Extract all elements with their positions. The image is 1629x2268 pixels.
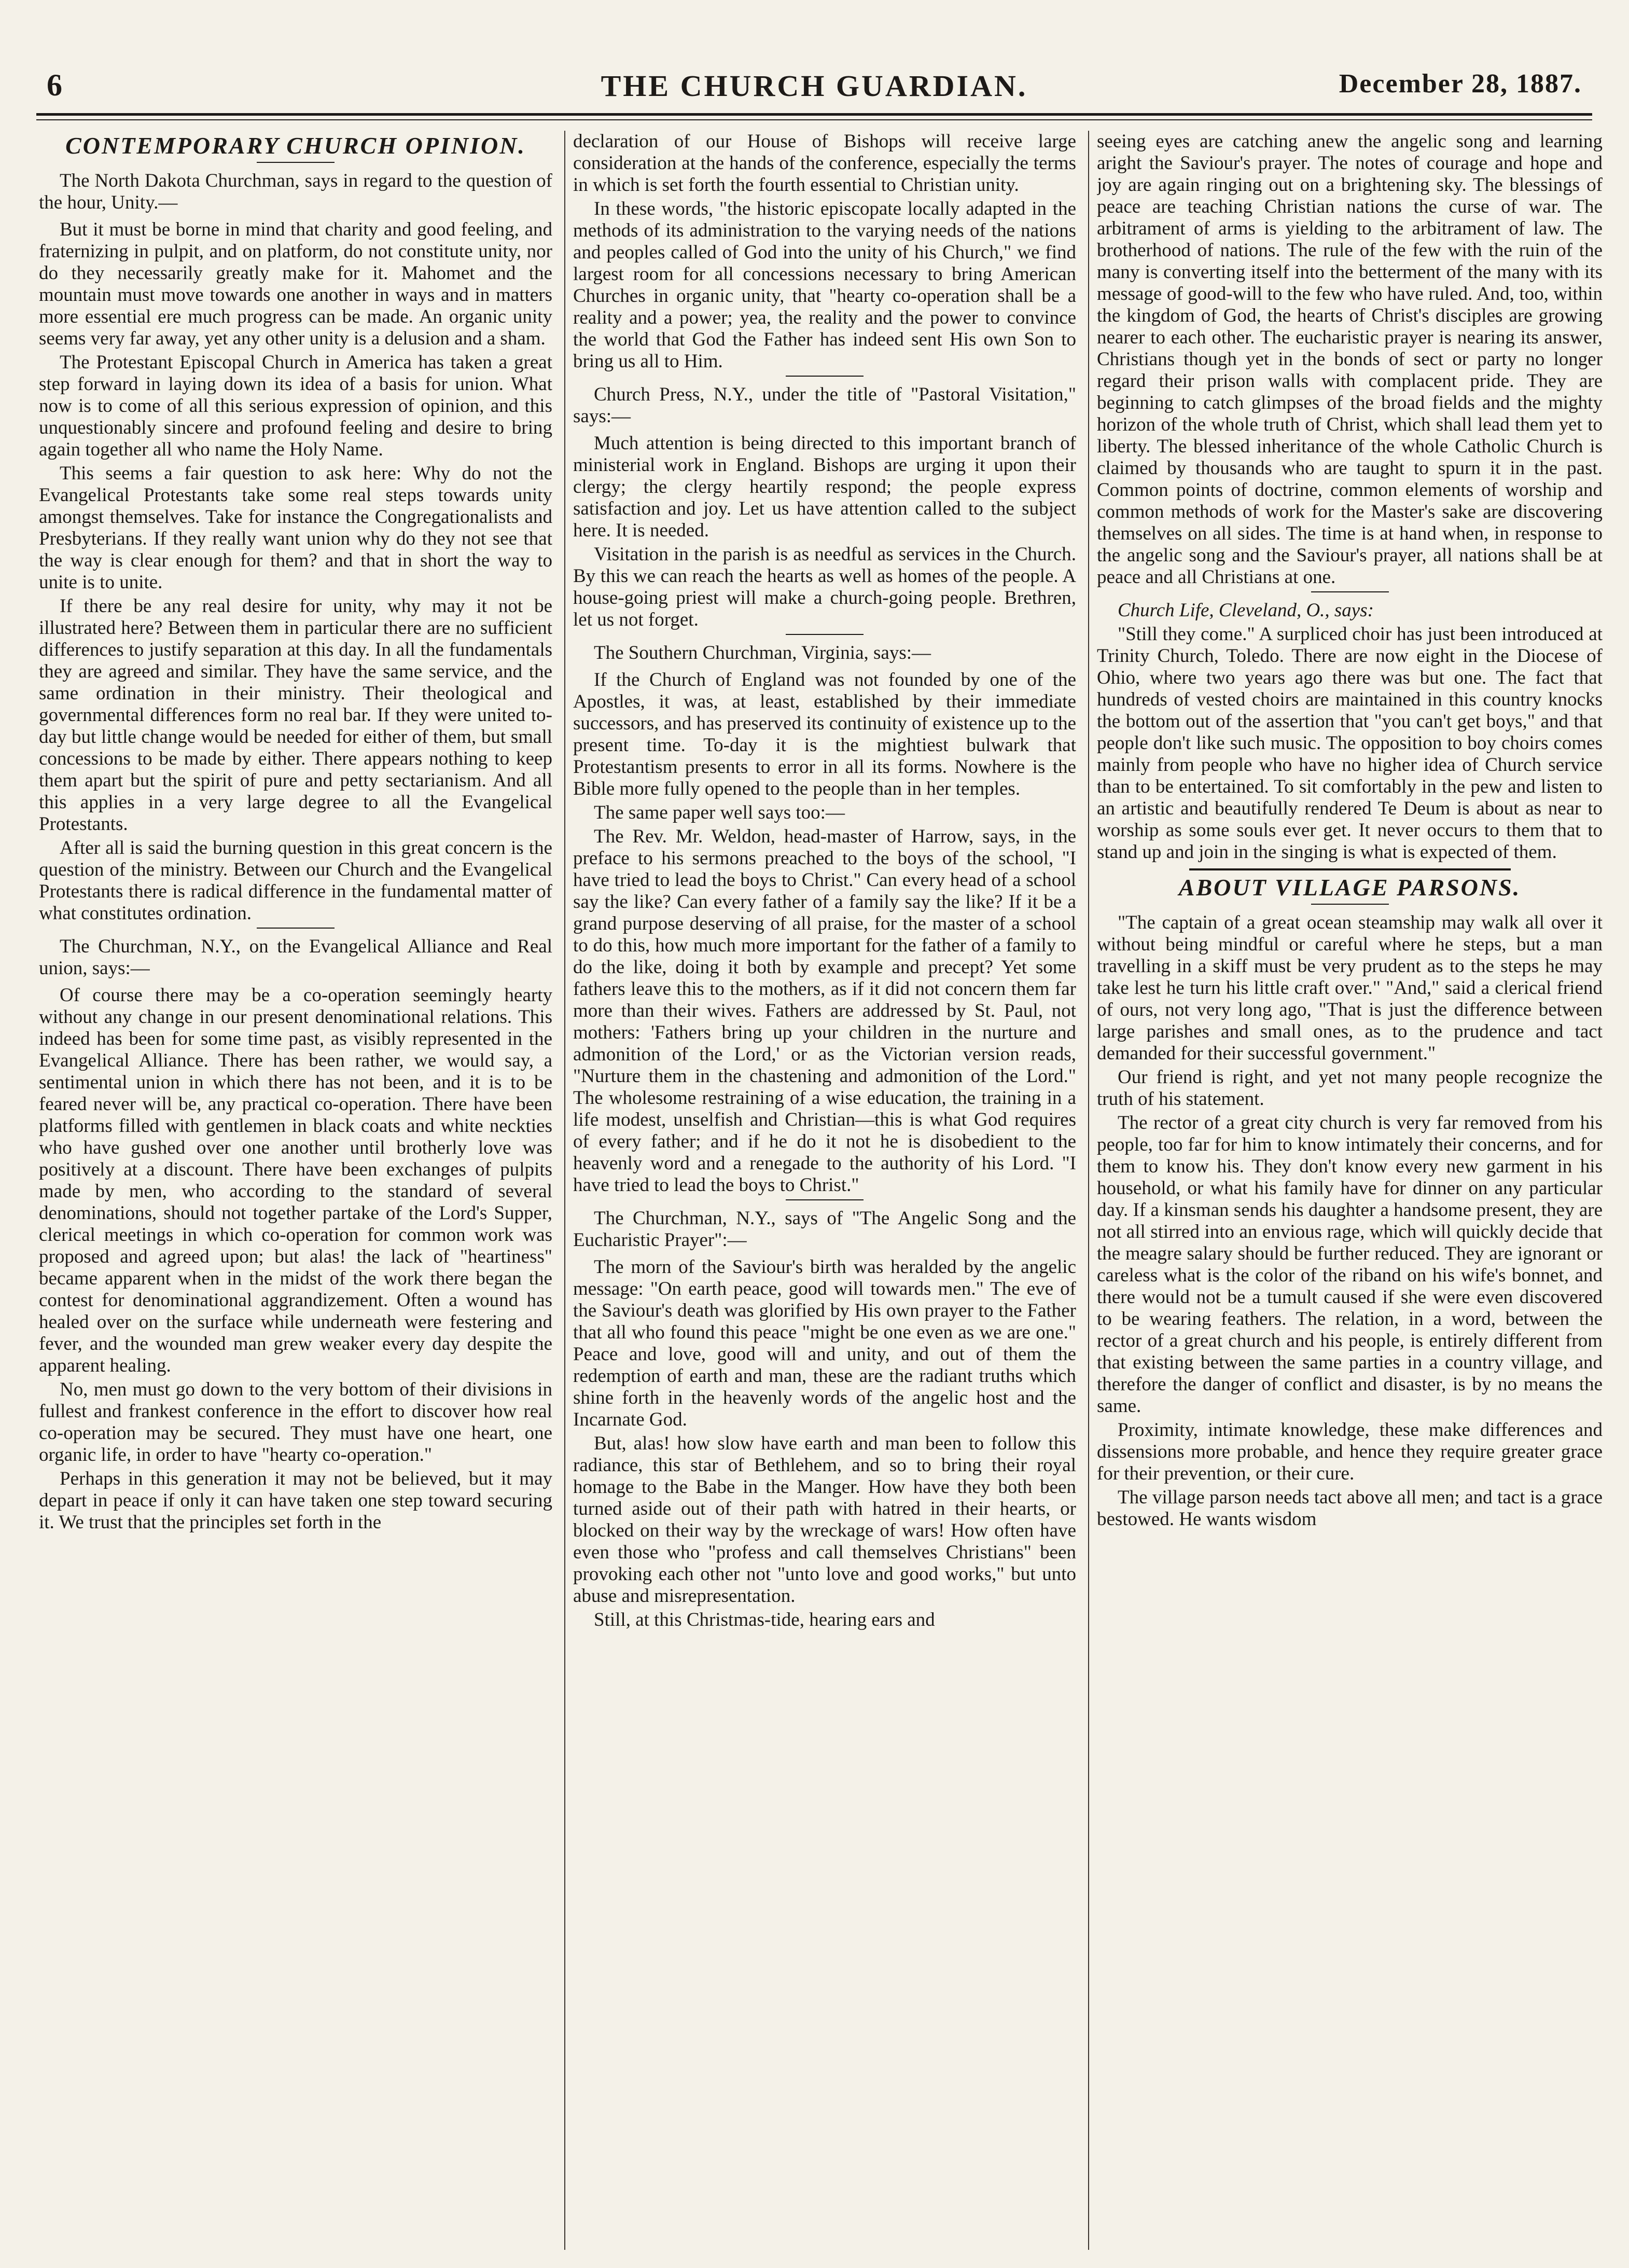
- section-heading: ABOUT VILLAGE PARSONS.: [1178, 874, 1521, 901]
- paragraph: Still, at this Christmas-tide, hearing ears and: [594, 1609, 935, 1630]
- paragraph: But it must be borne in mind that charity and good feeling, and fraternizing in pulpit, and on platform, do not constitute unity, nor do they necessarily greatly make for it. Mahomet and the mountain must move towards one another in ways and in matters more essential ere much progress can be made. An organic unity seems very far away, yet any other unity is a delusion and a sham.: [39, 219, 552, 349]
- article-intro: The Churchman, N.Y., on the Evangelical Alliance and Real union, says:—: [39, 936, 552, 979]
- paragraph: No, men must go down to the very bottom of their divisions in fullest and frankest conference in the effort to discover how real co-operation may be secured. They must have one heart, one organic life, in order to have "hearty co-operation.": [39, 1379, 552, 1465]
- column-divider: [1088, 131, 1089, 2250]
- paragraph: seeing eyes are catching anew the angelic song and learning aright the Saviour's prayer. The notes of courage and hope and joy are again ringing out on a brightening sky. The blessings of peace are teaching Christian nations the curse of war. The arbitrament of arms is yielding to the arbitrament of law. The brotherhood of nations. The rule of the few with the ruin of the many is converting itself into the betterment of the many with its message of good-will to the few who have ruled. And, too, within the kingdom of God, the hearts of Christ's disciples are growing nearer to each other. The eucharistic prayer is nearing its answer, Christians though yet in the bonds of sect or party no longer regard their prison walls with complacent pride. They are beginning to catch glimpses of the broad fields and the mighty horizon of the whole truth of Christ, which shall lead them yet to liberty. The blessed inheritance of the whole Catholic Church is claimed by thousands who are taught to spurn it in the past. Common points of doctrine, common elements of worship and common methods of work for the Master's sake are discovering themselves on all sides. The time is at hand when, in response to the angelic song and the Saviour's prayer, all nations shall be at peace and all Christians at one.: [1097, 131, 1603, 588]
- divider: [257, 928, 335, 929]
- divider: [786, 376, 864, 377]
- header-rule: [36, 113, 1592, 116]
- header-rule-thin: [36, 119, 1592, 120]
- paragraph: Of course there may be a co-operation seemingly hearty without any change in our present denominational relations. This indeed has been for some time past, as visibly represented in the Evangelical Alliance. There has been rather, we would say, a sentimental union in which there has not been, and it is to be feared never will be, any practical co-operation. There have been platforms filled with gentlemen in black coats and white neckties who have gushed over one another until brotherly love was positively at a discount. There have been exchanges of pulpits made by men, who according to the standard of several denominations, should not together partake of the Lord's Supper, clerical meetings in which co-operation for common work was proposed and agreed upon; but alas! the lack of "heartiness" became apparent when in the midst of the work there began the contest for denominational aggrandizement. Often a wound has healed over on the surface while underneath were festering and fever, and the wounded man grew weaker every day despite the apparent healing.: [39, 985, 552, 1376]
- paragraph: If the Church of England was not founded by one of the Apostles, it was, at least, established by their immediate successors, and has preserved its continuity of existence up to the present time. To-day it is the mightiest bulwark that Protestantism presents to error in all its forms. Nowhere is the Bible more fully opened to the people than in her temples.: [573, 669, 1076, 799]
- column-3: [1097, 131, 1603, 2252]
- article-intro: Church Press, N.Y., under the title of "Pastoral Visitation," says:—: [573, 384, 1076, 427]
- section-heading: CONTEMPORARY CHURCH OPINION.: [65, 132, 526, 159]
- paragraph: The village parson needs tact above all men; and tact is a grace bestowed. He wants wisdom: [1097, 1487, 1603, 1530]
- divider: [1311, 591, 1389, 592]
- page-header: [47, 62, 1582, 109]
- divider: [1311, 904, 1389, 905]
- paragraph: declaration of our House of Bishops will receive large consideration at the hands of the conference, especially the terms in which is set forth the fourth essential to Christian unity.: [573, 131, 1076, 196]
- divider: [257, 162, 335, 163]
- column-1: [39, 131, 552, 2252]
- paragraph: Much attention is being directed to this important branch of ministerial work in England. Bishops are urging it upon their clergy; the clergy heartily respond; the people express satisfaction and joy. Let us have attention called to the subject here. It is needed.: [573, 433, 1076, 541]
- issue-date: December 28, 1887.: [1339, 69, 1582, 99]
- paragraph: The Rev. Mr. Weldon, head-master of Harrow, says, in the preface to his sermons preached to the boys of the school, "I have tried to lead the boys to Christ." Can every head of a school say the like? Can every father of a family say the like? If it be a grand purpose deserving of all praise, for the master of a school to do this, how much more important for the father of a family to do the like, doing it both by example and precept? Yet some fathers leave this to the mothers, as if it did not concern them far more than their wives. Fathers are addressed by St. Paul, not mothers: 'Fathers bring up your children in the nurture and admonition of the Lord,' or as the Victorian version reads, "Nurture them in the chastening and admonition of the Lord." The wholesome restraining of a wise education, the training in a life modest, unselfish and Christian—this is what God requires of every father; and if he do it not he is disobedient to the heavenly word and a renegade to the authority of his Lord. "I have tried to lead the boys to Christ.": [573, 826, 1076, 1196]
- article-intro: The North Dakota Churchman, says in regard to the question of the hour, Unity.—: [39, 170, 552, 213]
- paragraph: This seems a fair question to ask here: Why do not the Evangelical Protestants take some real steps towards unity amongst themselves. Take for instance the Congregationalists and Presbyterians. If they really want union why do they not see that the way is clear enough for them? and that in short the way to unite is to unite.: [39, 463, 552, 593]
- column-divider: [564, 131, 565, 2250]
- divider: [786, 634, 864, 635]
- paragraph: Perhaps in this generation it may not be believed, but it may depart in peace if only it can have taken one step toward securing it. We trust that the principles set forth in the: [39, 1468, 552, 1533]
- paragraph: "The captain of a great ocean steamship may walk all over it without being mindful or careful where he steps, but a man travelling in a skiff must be very prudent as to the steps he may take lest he turn his little craft over." "And," said a clerical friend of ours, not very long ago, "That is just the difference between large parishes and small ones, as to the prudence and tact demanded for their successful government.": [1097, 912, 1603, 1064]
- paragraph: If there be any real desire for unity, why may it not be illustrated here? Between them in particular there are no sufficient differences to justify separation at this day. In all the fundamentals they are agreed and similar. They have the same service, and the same ordination in their ministry. Their theological and governmental differences form no real bar. If they were united to-day but little change would be needed for either of them, but small concessions to be made by either. There appears nothing to keep them apart but the spirit of pure and petty sectarianism. And all this applies in a very large degree to all the Evangelical Protestants.: [39, 596, 552, 835]
- paragraph: The morn of the Saviour's birth was heralded by the angelic message: "On earth peace, good will towards men." The eve of the Saviour's death was glorified by His own prayer to the Father that all who found this peace "might be one even as we are one." Peace and love, good will and unity, and out of them the redemption of earth and man, these are the radiant truths which shine forth in the heavenly words of the angelic host and the Incarnate God.: [573, 1256, 1076, 1430]
- section-rule: [1189, 868, 1511, 870]
- divider: [786, 1199, 864, 1200]
- paragraph: But, alas! how slow have earth and man been to follow this radiance, this star of Bethlehem, and so to bring their royal homage to the Babe in the Manger. How have they both been turned aside out of their path with hatred in their hearts, or blocked on their way by the wreckage of wars! How often have even those who "profess and call themselves Christians" been provoking each other not "unto love and good works," but unto abuse and misrepresentation.: [573, 1433, 1076, 1607]
- paragraph: Proximity, intimate knowledge, these make differences and dissensions more probable, and hence they require greater grace for their prevention, or their cure.: [1097, 1419, 1603, 1484]
- article-intro: The Southern Churchman, Virginia, says:—: [594, 642, 931, 663]
- paragraph: "Still they come." A surpliced choir has just been introduced at Trinity Church, Toledo. There are now eight in the Diocese of Ohio, where two years ago there was but one. The fact that hundreds of vested choirs are maintained in this country knocks the bottom out of the assertion that "you can't get boys," and that people don't like such music. The opposition to boy choirs comes mainly from people who have no higher idea of Church service than to be entertained. To sit comfortably in the pew and listen to an artistic and beautifully rendered Te Deum is about as near to worship as some souls ever get. It never occurs to them that to stand up and join in the singing is what is expected of them.: [1097, 624, 1603, 863]
- paragraph: The same paper well says too:—: [594, 802, 845, 823]
- paragraph: The rector of a great city church is very far removed from his people, too far for him to know intimately their concerns, and for them to know his. They don't know every new garment in his household, or what his family have for dinner on any particular day. If a kinsman sends his daughter a handsome present, they are not all stirred into an envious rage, which will quickly decide that the meagre salary should be further reduced. They are ignorant or careless what is the color of the riband on his wife's bonnet, and there would not be a tumult caused if she were even discovered to be wearing feathers. The relation, in a word, between the rector of a great church and his people, is entirely different from that existing between the same parties in a country village, and therefore the danger of conflict and disaster, is by no means the same.: [1097, 1112, 1603, 1417]
- column-2: [573, 131, 1076, 2252]
- article-intro: Church Life, Cleveland, O., says:: [1118, 600, 1374, 621]
- masthead-title: THE CHURCH GUARDIAN.: [601, 69, 1028, 103]
- article-intro: The Churchman, N.Y., says of "The Angelic Song and the Eucharistic Prayer":—: [573, 1208, 1076, 1251]
- paragraph: Visitation in the parish is as needful as services in the Church. By this we can reach the hearts as well as homes of the people. A house-going priest will make a church-going people. Brethren, let us not forget.: [573, 544, 1076, 630]
- paragraph: After all is said the burning question in this great concern is the question of the ministry. Between our Church and the Evangelical Protestants there is radical difference in the fundamental matter of what constitutes ordination.: [39, 837, 552, 924]
- paragraph: The Protestant Episcopal Church in America has taken a great step forward in laying down its idea of a basis for union. What now is to come of all this serious expression of opinion, and this unquestionably sincere and profound feeling and desire to bring again together all who name the Holy Name.: [39, 352, 552, 460]
- paragraph: In these words, "the historic episcopate locally adapted in the methods of its administration to the varying needs of the nations and peoples called of God into the unity of his Church," we find largest room for all concessions necessary to bring American Churches in organic unity, that "hearty co-operation shall be a reality and a power; yea, the reality and the power to convince the world that God the Father has indeed sent His own Son to bring us all to Him.: [573, 198, 1076, 372]
- page-number: 6: [47, 68, 62, 102]
- paragraph: Our friend is right, and yet not many people recognize the truth of his statement.: [1097, 1067, 1603, 1110]
